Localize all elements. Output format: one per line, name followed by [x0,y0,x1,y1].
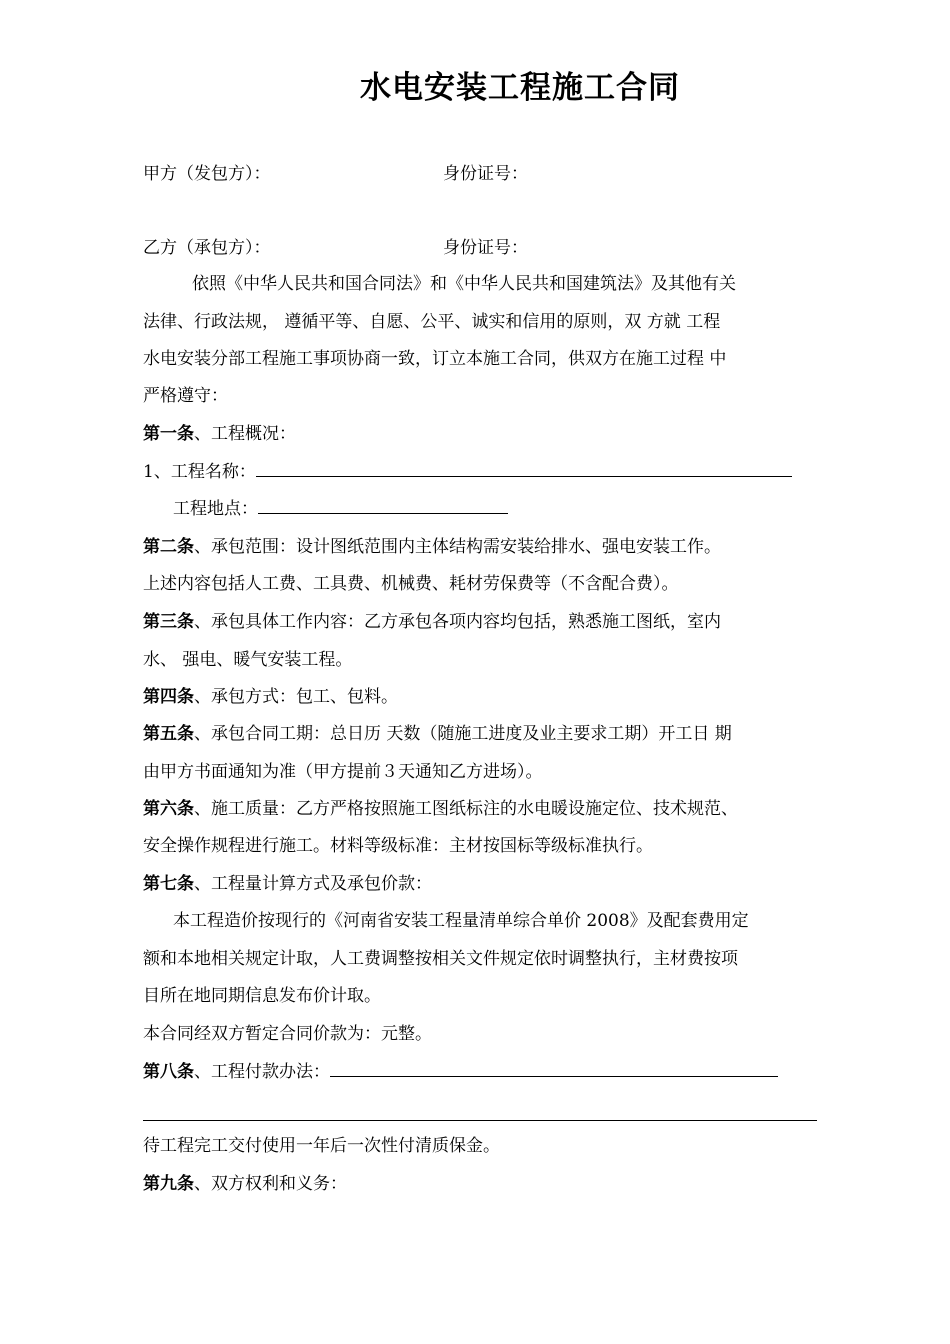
preamble-line: 严格遵守： [143,386,228,406]
project-site-label: 工程地点： [173,499,258,519]
project-name-blank [256,460,792,477]
article-heading: 第八条 [143,1062,194,1082]
project-name-label: 1、工程名称： [143,462,256,482]
project-name-row [143,460,792,484]
article-text: 、双方权利和义务： [194,1174,347,1194]
preamble-line: 依照《中华人民共和国合同法》和《中华人民共和国建筑法》及其他有关 [192,274,736,294]
payment-method-blank [330,1060,778,1077]
article-8 [143,1060,778,1084]
article-heading: 第二条 [143,537,194,557]
article-heading: 第六条 [143,799,194,819]
article-text: 、工程概况： [194,424,296,444]
article-heading: 第九条 [143,1174,194,1194]
article-3 [143,610,721,634]
party-b-label: 乙方（承包方）： [143,238,271,258]
article-text: 、工程付款办法： [194,1062,330,1082]
party-b-id-label: 身份证号： [443,238,528,258]
project-site-row [173,497,508,521]
article-7-para-line: 额和本地相关规定计取，人工费调整按相关文件规定依时调整执行，主材费按项 [143,949,738,969]
article-1 [143,422,296,446]
article-heading: 第五条 [143,724,194,744]
article-5 [143,722,732,746]
article-6-line: 安全操作规程进行施工。材料等级标准：主材按国标等级标准执行。 [143,836,653,856]
preamble-line: 水电安装分部工程施工事项协商一致，订立本施工合同，供双方在施工过程 中 [143,349,727,369]
article-8-line: 待工程完工交付使用一年后一次性付清质保金。 [143,1136,500,1156]
contract-price-line: 本合同经双方暂定合同价款为：元整。 [143,1024,432,1044]
article-text: 、承包具体工作内容：乙方承包各项内容均包括，熟悉施工图纸，室内 [194,612,721,632]
article-heading: 第一条 [143,424,194,444]
article-5-line: 由甲方书面通知为准（甲方提前３天通知乙方进场）。 [143,762,543,782]
party-a-label: 甲方（发包方）： [143,164,271,184]
document-title: 水电安装工程施工合同 [360,70,680,106]
article-7-para-line: 本工程造价按现行的《河南省安装工程量清单综合单价 2008》及配套费用定 [173,911,749,931]
article-text: 、施工质量：乙方严格按照施工图纸标注的水电暖设施定位、技术规范、 [194,799,738,819]
article-heading: 第七条 [143,874,194,894]
article-2-line: 上述内容包括人工费、工具费、机械费、耗材劳保费等（不含配合费）。 [143,574,679,594]
article-9 [143,1172,347,1196]
article-7 [143,872,432,896]
party-a-id-label: 身份证号： [443,164,528,184]
article-3-line: 水、 强电、暖气安装工程。 [143,650,353,670]
article-text: 、工程量计算方式及承包价款： [194,874,432,894]
article-7-para-line: 目所在地同期信息发布价计取。 [143,986,381,1006]
preamble-line: 法律、行政法规， 遵循平等、自愿、公平、诚实和信用的原则，双 方就 工程 [143,312,721,332]
article-text: 、承包方式：包工、包料。 [194,687,398,707]
article-6 [143,797,738,821]
payment-method-blank-line [143,1120,817,1121]
article-2 [143,535,721,559]
article-4 [143,685,398,709]
article-heading: 第三条 [143,612,194,632]
article-heading: 第四条 [143,687,194,707]
article-text: 、承包合同工期：总日历 天数（随施工进度及业主要求工期）开工日 期 [194,724,732,744]
project-site-blank [258,497,508,514]
article-text: 、承包范围：设计图纸范围内主体结构需安装给排水、强电安装工作。 [194,537,721,557]
